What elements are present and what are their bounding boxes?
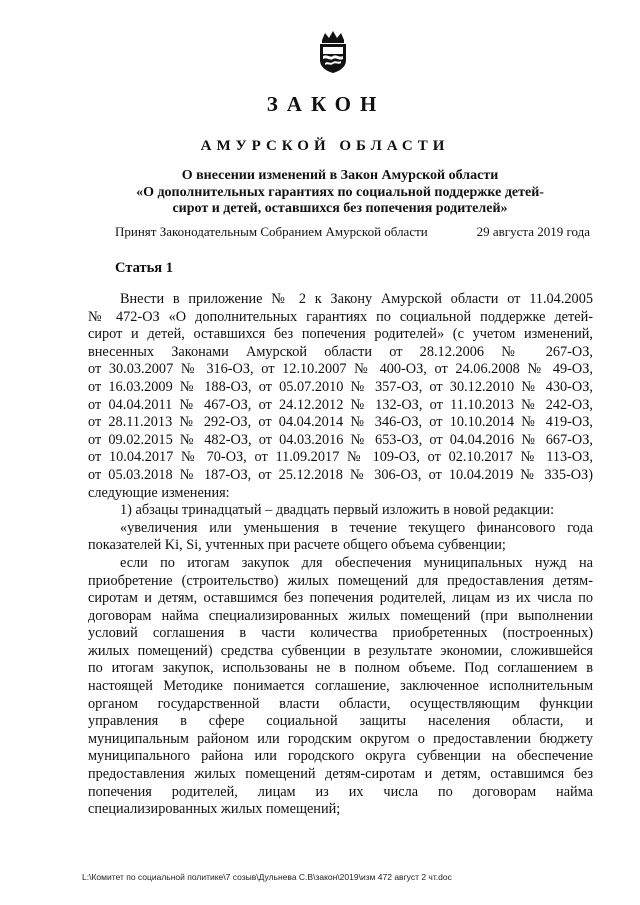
body-line: «увеличения или уменьшения в течение текущего финансового года xyxy=(120,519,593,536)
subject-line: О внесении изменений в Закон Амурской области xyxy=(181,168,499,183)
body-line: органом государственной власти области, осуществляющим функции xyxy=(88,695,593,712)
body-line: жилых помещений) средства субвенции в результате экономии, сложившейся xyxy=(88,642,593,659)
adopted-by: Принят Законодательным Собранием Амурской области xyxy=(115,224,428,239)
subject-line: сирот и детей, оставшихся без попечения родителей» xyxy=(172,201,508,216)
subject-line: «О дополнительных гарантиях по социальной поддержке детей- xyxy=(136,184,544,200)
region-title: АМУРСКОЙ ОБЛАСТИ xyxy=(200,138,450,154)
body-line: от 30.03.2007 № 316-ОЗ, от 12.10.2007 № 400-ОЗ, от 24.06.2008 № 49-ОЗ, xyxy=(88,361,593,378)
body-line: внесенных Законами Амурской области от 28.12.2006 № 267-ОЗ, xyxy=(88,343,593,360)
body-line: специализированных жилых помещений; xyxy=(88,801,341,818)
article-heading: Статья 1 xyxy=(115,260,173,276)
body-line: договорам найма специализированных жилых помещений (при выполнении xyxy=(88,607,593,624)
body-line: условий соглашения в части количества приобретенных (построенных) xyxy=(88,625,593,642)
body-line: показателей Ki, Si, учтенных при расчете общего объема субвенции; xyxy=(88,537,506,554)
body-line: № 472-ОЗ «О дополнительных гарантиях по социальной поддержке детей- xyxy=(88,308,593,325)
body-line: от 09.02.2015 № 482-ОЗ, от 04.03.2016 № 653-ОЗ, от 04.04.2016 № 667-ОЗ, xyxy=(88,431,593,448)
body-line: от 04.04.2011 № 467-ОЗ, от 24.12.2012 № 132-ОЗ, от 11.10.2013 № 242-ОЗ, xyxy=(88,396,593,413)
adoption-line xyxy=(115,224,590,240)
body-line: следующие изменения: xyxy=(88,484,230,501)
body-line: муниципального района или городского округа субвенции на обеспечение xyxy=(88,748,593,765)
body-line: от 10.04.2017 № 70-ОЗ, от 11.09.2017 № 109-ОЗ, от 02.10.2017 № 113-ОЗ, xyxy=(88,449,593,466)
body-line: от 05.03.2018 № 187-ОЗ, от 25.12.2018 № 306-ОЗ, от 10.04.2019 № 335-ОЗ) xyxy=(88,466,593,483)
law-title: ЗАКОН xyxy=(266,92,386,116)
body-line: сиротам и детям, оставшимся без попечения родителей, лицам из их числа по xyxy=(88,590,593,607)
body-line: муниципальным районом или городским округом о предоставлении бюджету xyxy=(88,730,593,747)
body-line: от 28.11.2013 № 292-ОЗ, от 04.04.2014 № 346-ОЗ, от 10.10.2014 № 419-ОЗ, xyxy=(88,414,593,431)
body-line: от 16.03.2009 № 188-ОЗ, от 05.07.2010 № 357-ОЗ, от 30.12.2010 № 430-ОЗ, xyxy=(88,378,593,395)
body-line: по итогам закупок, использованы не в полном объеме. Под соглашением в xyxy=(88,660,593,677)
adoption-date: 29 августа 2019 года xyxy=(476,224,590,239)
article-body xyxy=(88,291,593,819)
body-line: Внести в приложение № 2 к Закону Амурской области от 11.04.2005 xyxy=(120,291,593,307)
body-line: приобретение (строительство) жилых помещений для предоставления детям- xyxy=(88,572,593,589)
body-line: настоящей Методике понимается соглашение, заключенное исполнительным xyxy=(88,678,593,695)
coat-of-arms-icon xyxy=(316,30,350,74)
body-line: если по итогам закупок для обеспечения муниципальных нужд на xyxy=(120,554,593,571)
body-line: предоставления жилых помещений детям-сиротам и детям, оставшимся без xyxy=(88,766,593,783)
body-line: попечения родителей, лицам из их числа по договорам найма xyxy=(88,783,593,800)
body-line: управления в сфере социальной защиты населения области, и xyxy=(88,713,593,730)
file-path-footer: L:\Комитет по социальной политике\7 созыв\Дульнева С.В\закон\2019\изм 472 август 2 чт.doc xyxy=(82,872,452,882)
body-line: сирот и детей, оставшихся без попечения родителей» (с учетом изменений, xyxy=(88,326,593,343)
law-subject xyxy=(110,168,570,218)
body-line: 1) абзацы тринадцатый – двадцать первый изложить в новой редакции: xyxy=(120,502,555,519)
